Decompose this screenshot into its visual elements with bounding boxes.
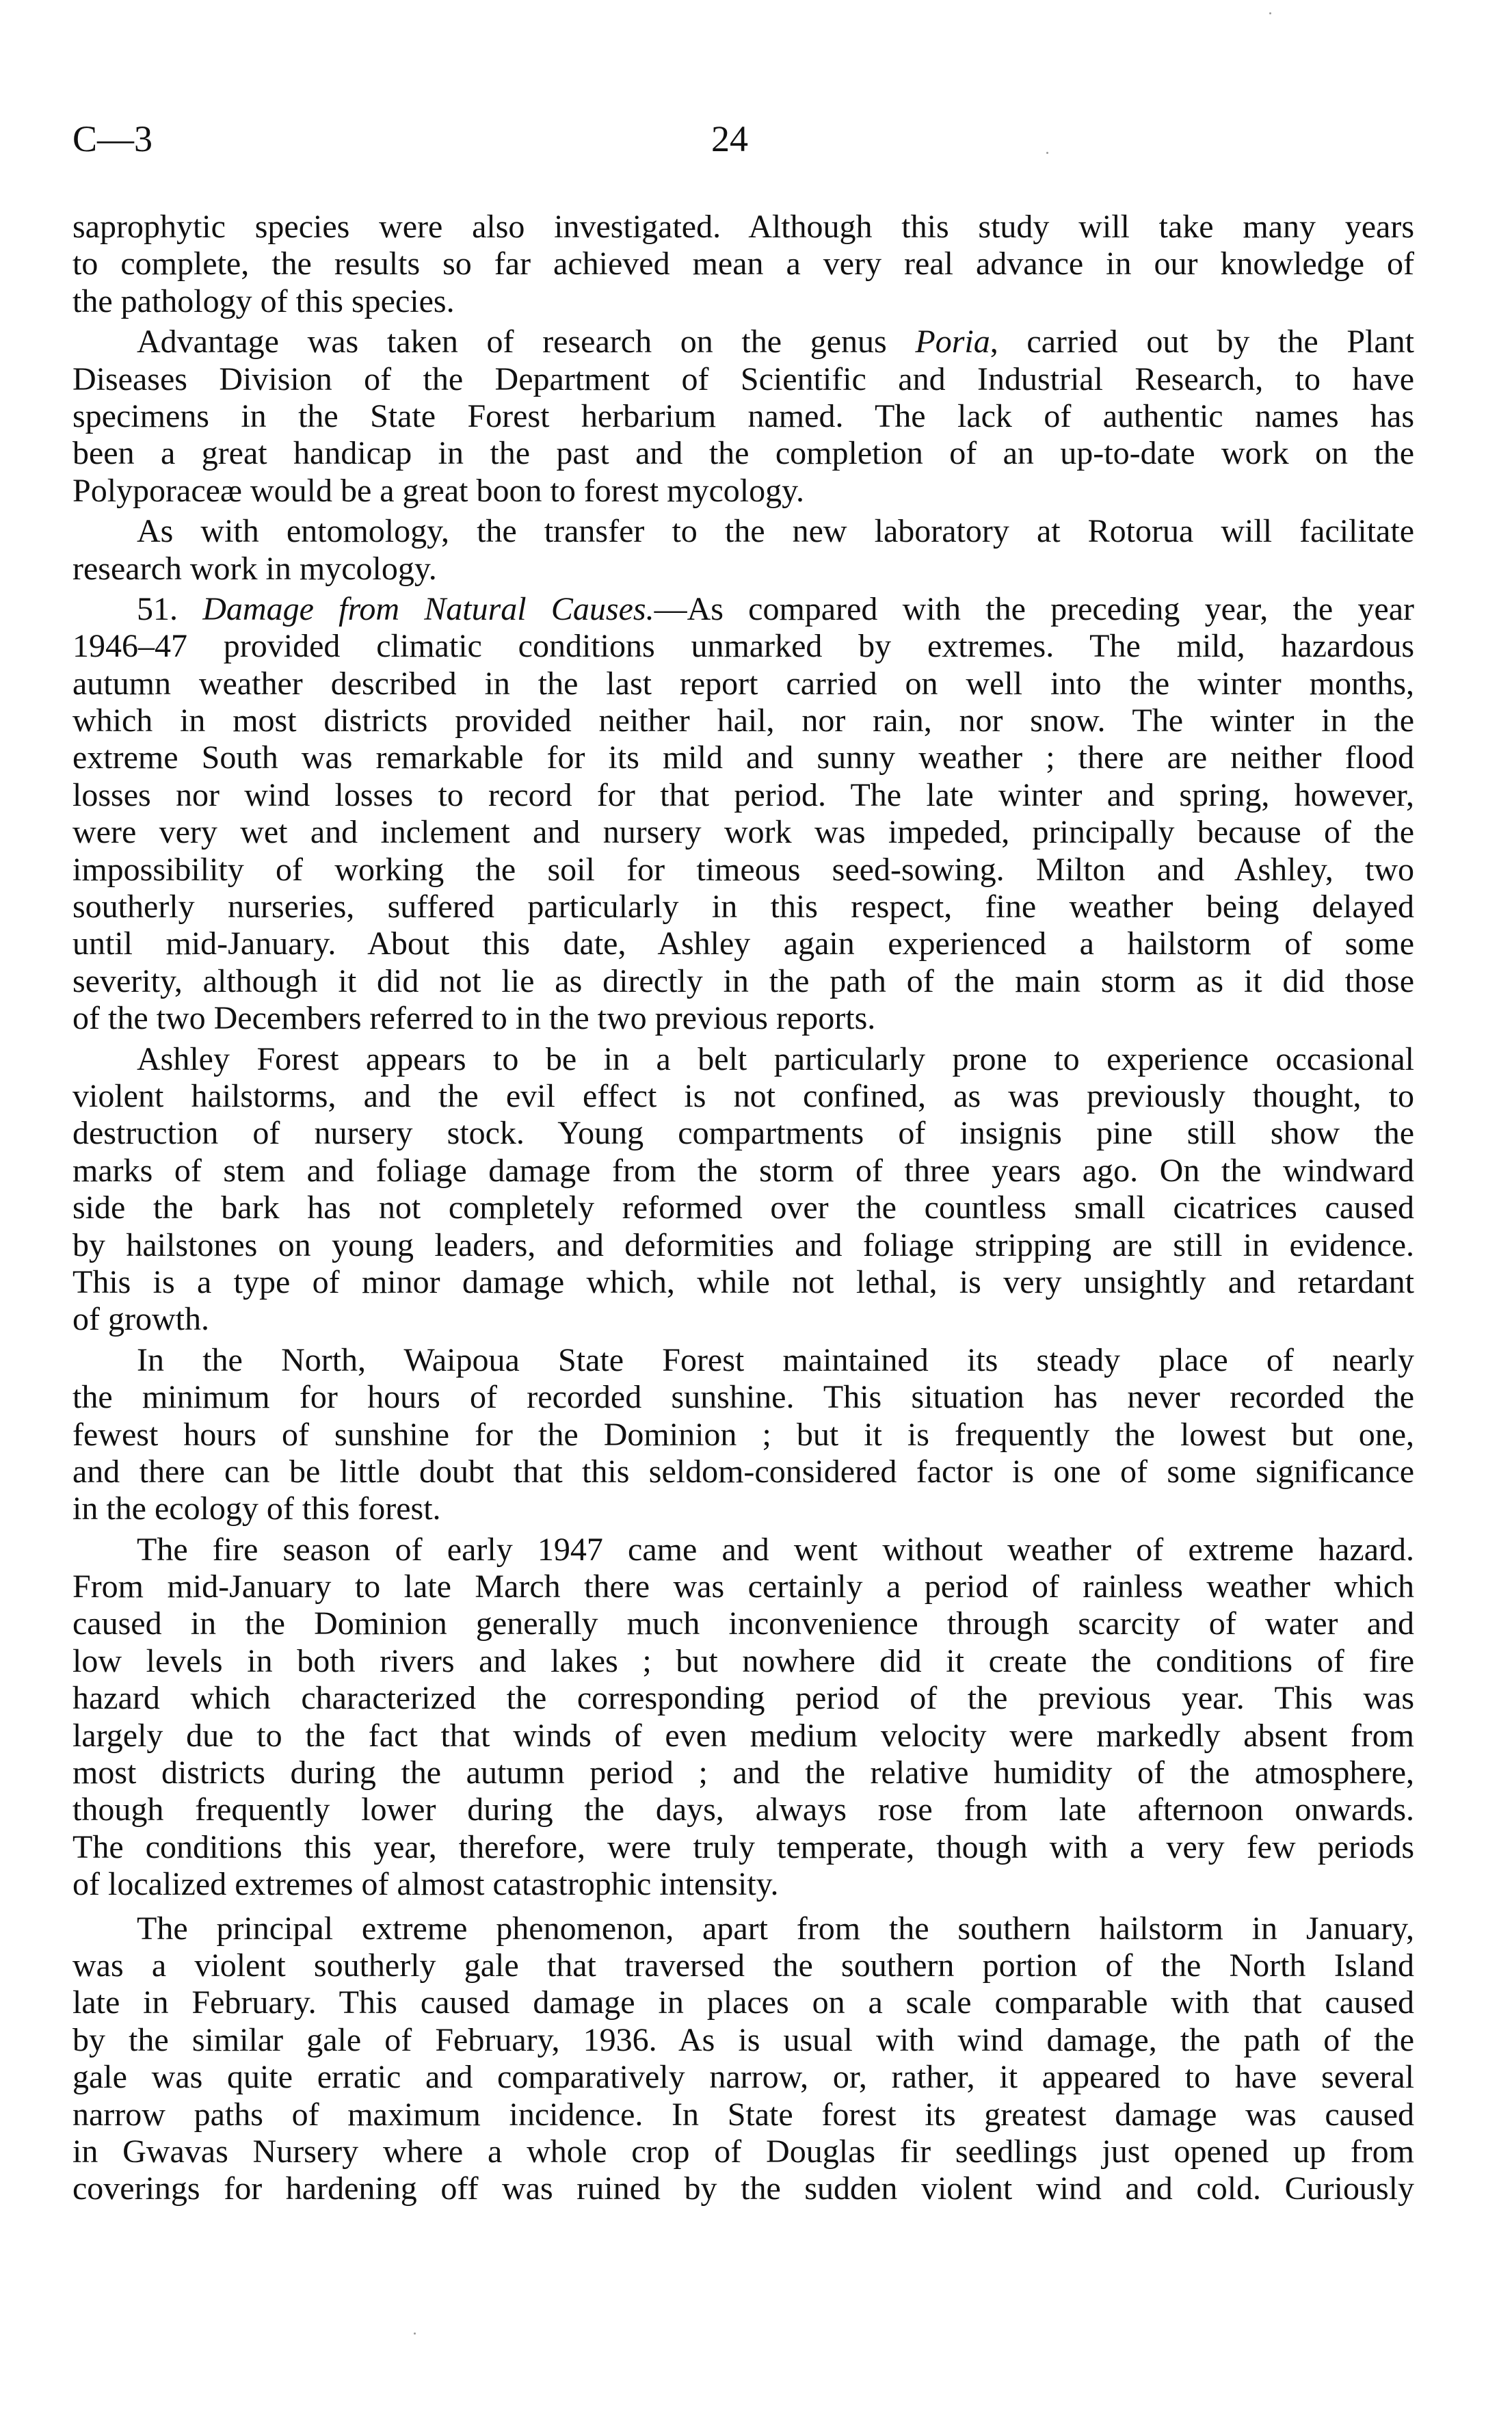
text-line: largely due to the fact that winds of even medium velocity were markedly absent from (72, 1717, 1414, 1754)
paragraph (72, 1041, 1414, 1339)
text-line: 1946–47 provided climatic conditions unmarked by extremes. The mild, hazardous (72, 628, 1414, 665)
text-line: caused in the Dominion generally much inconvenience through scarcity of water and (72, 1605, 1414, 1642)
text-line: were very wet and inclement and nursery work was impeded, principally because of the (72, 814, 1414, 851)
document-series-code: C—3 (72, 118, 153, 159)
text-line: southerly nurseries, suffered particularly in this respect, fine weather being delayed (72, 889, 1414, 925)
text-line: As with entomology, the transfer to the new laboratory at Rotorua will facilitate (137, 513, 1414, 550)
text-line: side the bark has not completely reformed over the countless small cicatrices caused (72, 1190, 1414, 1226)
text-line: which in most districts provided neither hail, nor rain, nor snow. The winter in the (72, 702, 1414, 739)
text-segment: —As compared with the preceding year, the year (654, 590, 1415, 627)
text-line: Ashley Forest appears to be in a belt particularly prone to experience occasional (137, 1040, 1414, 1077)
scan-speck (414, 2332, 416, 2335)
text-line: violent hailstorms, and the evil effect is not confined, as was previously thought, to (72, 1077, 1414, 1114)
paragraph (72, 1532, 1414, 1904)
paragraph (72, 513, 1414, 588)
text-line: specimens in the State Forest herbarium named. The lack of authentic names has (72, 397, 1414, 434)
text-line: to complete, the results so far achieved mean a very real advance in our knowledge of (72, 246, 1414, 282)
text-line: most districts during the autumn period ; and the relative humidity of the atmosphere, (72, 1755, 1414, 1791)
text-line: though frequently lower during the days, always rose from late afternoon onwards. (72, 1791, 1414, 1828)
text-line: research work in mycology. (72, 550, 437, 587)
text-line: by hailstones on young leaders, and deformities and foliage stripping are still in evidence. (72, 1226, 1414, 1263)
text-line: the minimum for hours of recorded sunshine. This situation has never recorded the (72, 1379, 1414, 1416)
text-line: impossibility of working the soil for timeous seed-sowing. Milton and Ashley, two (72, 851, 1414, 888)
page-number: 24 (711, 118, 748, 159)
text-segment: Advantage was taken of research on the genus (137, 324, 916, 360)
text-line: until mid-January. About this date, Ashley again experienced a hailstorm of some (72, 925, 1414, 962)
text-line: of the two Decembers referred to in the two previous reports. (72, 1000, 876, 1037)
text-line: The fire season of early 1947 came and went without weather of extreme hazard. (137, 1531, 1414, 1568)
text-line: the pathology of this species. (72, 282, 455, 319)
text-line: been a great handicap in the past and the completion of an up-to-date work on the (72, 435, 1414, 472)
text-line: in Gwavas Nursery where a whole crop of Douglas fir seedlings just opened up from (72, 2133, 1414, 2170)
text-line: coverings for hardening off was ruined by the sudden violent wind and cold. Curiously (72, 2170, 1414, 2207)
text-line: The principal extreme phenomenon, apart from the southern hailstorm in January, (137, 1910, 1414, 1947)
text-line: by the similar gale of February, 1936. As is usual with wind damage, the path of the (72, 2021, 1414, 2058)
document-body (72, 209, 1414, 2211)
text-segment: 51. (137, 590, 203, 627)
text-line: of localized extremes of almost catastrophic intensity. (72, 1866, 779, 1903)
text-line: of growth. (72, 1301, 209, 1338)
scan-speck (1046, 152, 1048, 154)
italic-term: Poria (915, 324, 990, 360)
paragraph (72, 591, 1414, 1038)
text-line: low levels in both rivers and lakes ; but nowhere did it create the conditions of fire (72, 1642, 1414, 1679)
text-line: marks of stem and foliage damage from the storm of three years ago. On the windward (72, 1152, 1414, 1189)
text-line (72, 324, 1414, 360)
text-line: Polyporaceæ would be a great boon to forest mycology. (72, 472, 804, 509)
text-line: From mid-January to late March there was certainly a period of rainless weather which (72, 1568, 1414, 1605)
text-line: gale was quite erratic and comparatively narrow, or, rather, it appeared to have several (72, 2059, 1414, 2096)
text-line: In the North, Waipoua State Forest maintained its steady place of nearly (137, 1341, 1414, 1378)
text-line: in the ecology of this forest. (72, 1490, 441, 1527)
text-line: narrow paths of maximum incidence. In State forest its greatest damage was caused (72, 2096, 1414, 2133)
text-line: extreme South was remarkable for its mild and sunny weather ; there are neither flood (72, 739, 1414, 776)
paragraph (72, 209, 1414, 320)
scan-speck (1269, 12, 1271, 14)
text-line: saprophytic species were also investigated. Although this study will take many years (72, 209, 1414, 245)
paragraph (72, 1910, 1414, 2208)
italic-term: Damage from Natural Causes. (202, 590, 654, 627)
text-line: fewest hours of sunshine for the Dominion ; but it is frequently the lowest but one, (72, 1416, 1414, 1453)
text-line: Diseases Division of the Department of Scientific and Industrial Research, to have (72, 360, 1414, 397)
text-line: hazard which characterized the corresponding period of the previous year. This was (72, 1680, 1414, 1717)
text-line: This is a type of minor damage which, while not lethal, is very unsightly and retardant (72, 1263, 1414, 1300)
text-line: late in February. This caused damage in places on a scale comparable with that caused (72, 1984, 1414, 2021)
text-line: losses nor wind losses to record for that period. The late winter and spring, however, (72, 776, 1414, 813)
text-line: destruction of nursery stock. Young compartments of insignis pine still show the (72, 1115, 1414, 1152)
text-line: was a violent southerly gale that traversed the southern portion of the North Island (72, 1947, 1414, 1984)
text-line: autumn weather described in the last report carried on well into the winter months, (72, 665, 1414, 702)
paragraph (72, 324, 1414, 510)
text-line: severity, although it did not lie as directly in the path of the main storm as it did those (72, 962, 1414, 999)
text-line (72, 591, 1414, 628)
text-line: The conditions this year, therefore, were truly temperate, though with a very few periods (72, 1828, 1414, 1865)
text-segment: , carried out by the Plant (990, 324, 1415, 360)
paragraph (72, 1342, 1414, 1528)
text-line: and there can be little doubt that this seldom-considered factor is one of some significance (72, 1453, 1414, 1490)
